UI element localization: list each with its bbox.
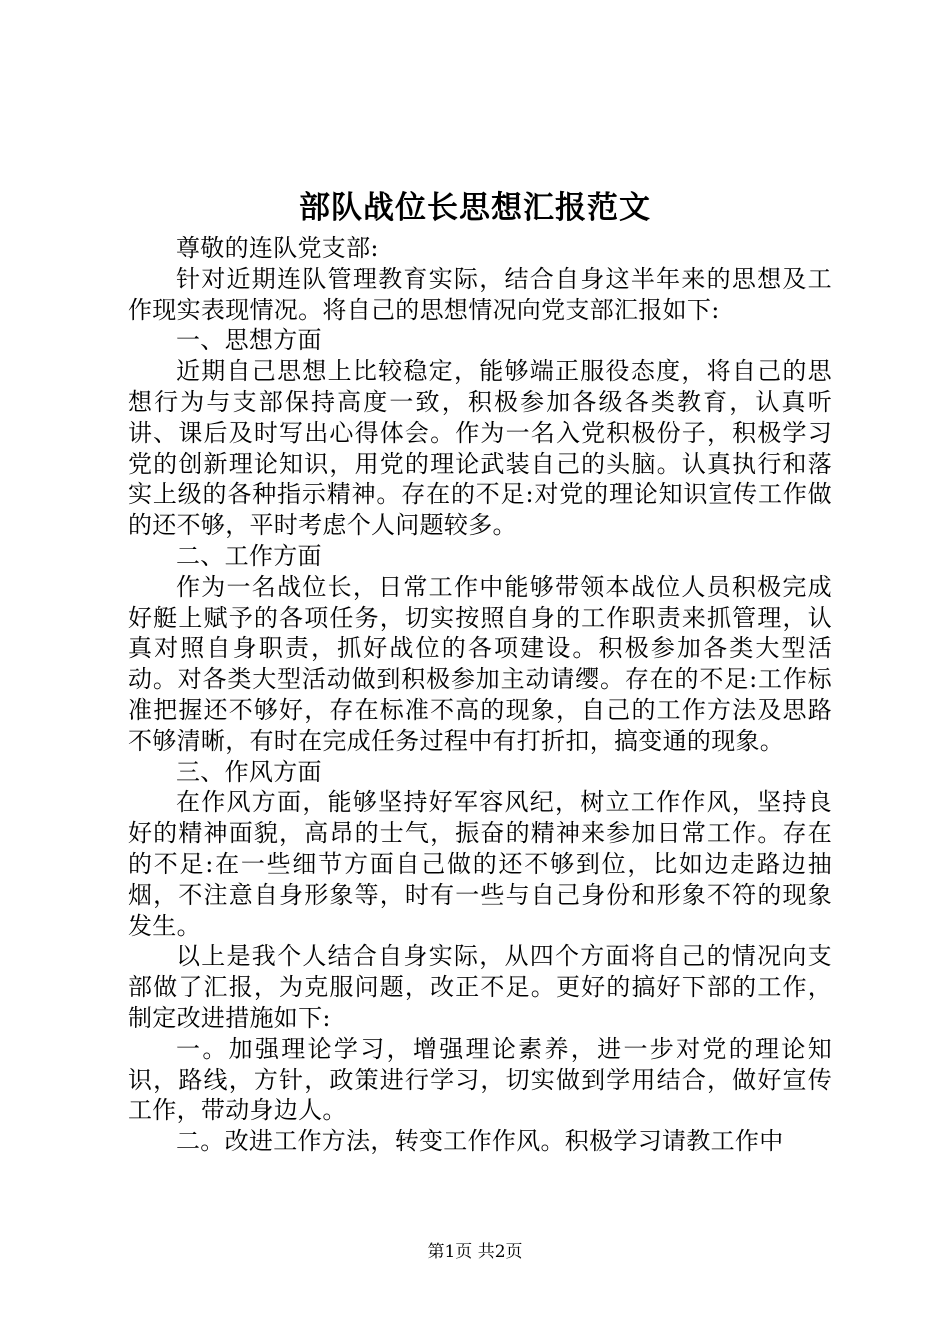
section-paragraph-thought: 近期自己思想上比较稳定，能够端正服役态度，将自己的思想行为与支部保持高度一致，积极参加各级各类教育，认真听讲、课后及时写出心得体会。作为一名入党积极份子，积极学习党的创新理论知识，用党的理论武装自己的头脑。认真执行和落实上级的各种指示精神。存在的不足:对党的理论知识宣传工作做的还不够，平时考虑个人问题较多。 <box>128 357 832 540</box>
intro-paragraph: 针对近期连队管理教育实际，结合自身这半年来的思想及工作现实表现情况。将自己的思想情况向党支部汇报如下: <box>128 264 832 324</box>
section-heading-thought: 一、思想方面 <box>176 326 322 355</box>
document-body <box>128 233 832 1157</box>
section-heading-work: 二、工作方面 <box>176 541 322 570</box>
section-heading-style: 三、作风方面 <box>176 757 322 786</box>
document-title: 部队战位长思想汇报范文 <box>299 190 651 226</box>
summary-paragraph: 以上是我个人结合自身实际，从四个方面将自己的情况向支部做了汇报，为克服问题，改正不足。更好的搞好下部的工作，制定改进措施如下: <box>128 942 832 1032</box>
salutation: 尊敬的连队党支部: <box>176 234 379 262</box>
page-number: 第1页 共2页 <box>427 1242 523 1262</box>
measure-paragraph-1: 一。加强理论学习，增强理论素养，进一步对党的理论知识，路线，方针，政策进行学习，切实做到学用结合，做好宣传工作，带动身边人。 <box>128 1034 832 1125</box>
section-paragraph-work: 作为一名战位长，日常工作中能够带领本战位人员积极完成好艇上赋予的各项任务，切实按照自身的工作职责来抓管理，认真对照自身职责，抓好战位的各项建设。积极参加各类大型活动。对各类大型活动做到积极参加主动请缨。存在的不足:工作标准把握还不够好，存在标准不高的现象，自己的工作方法及思路不够清晰，有时在完成任务过程中有打折扣，搞变通的现象。 <box>128 572 832 755</box>
measure-paragraph-2: 二。改进工作方法，转变工作作风。积极学习请教工作中 <box>176 1127 784 1156</box>
section-paragraph-style: 在作风方面，能够坚持好军容风纪，树立工作作风，坚持良好的精神面貌，高昂的士气，振奋的精神来参加日常工作。存在的不足:在一些细节方面自己做的还不够到位，比如边走路边抽烟，不注意自身形象等，时有一些与自己身份和形象不符的现象发生。 <box>128 788 832 940</box>
